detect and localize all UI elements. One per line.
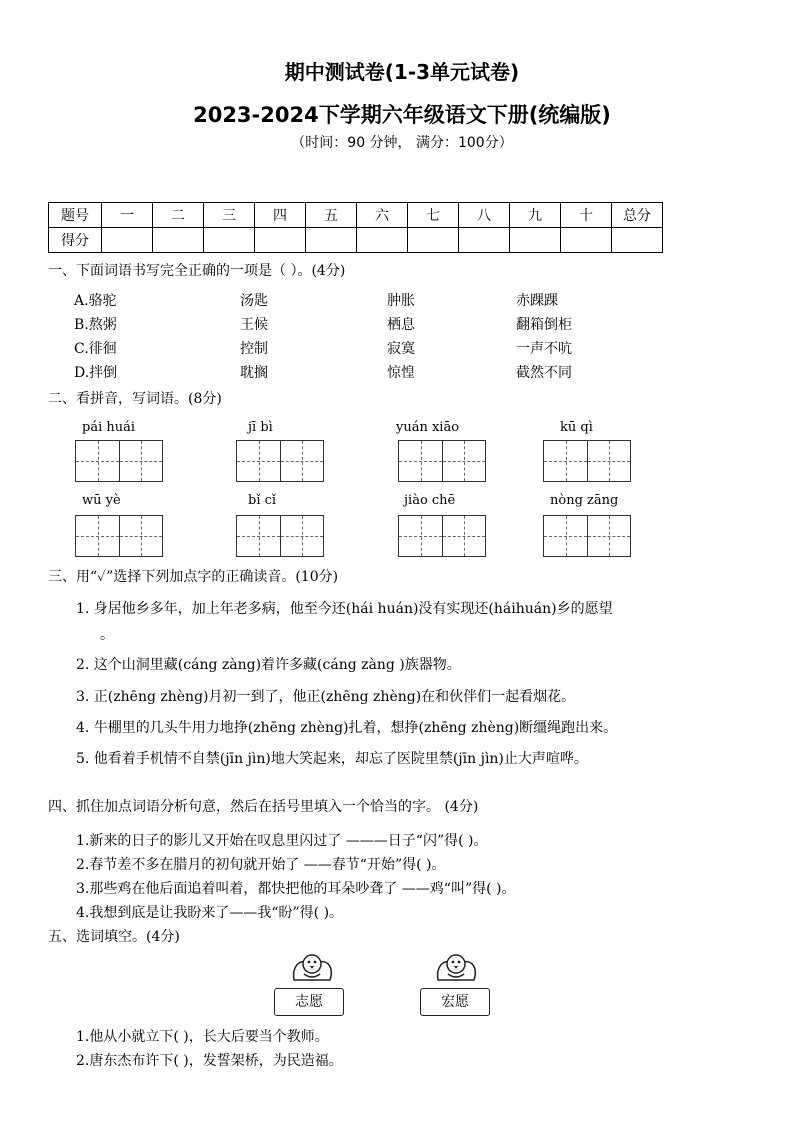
score-cell[interactable] [612, 228, 663, 253]
score-header-cell: 十 [561, 203, 612, 228]
q5-item: 1.他从小就立下( )，长大后要当个教师。 [76, 1029, 329, 1045]
q1-option: 汤匙 [240, 293, 268, 309]
score-cell[interactable] [102, 228, 153, 253]
writing-grid[interactable] [236, 515, 324, 557]
pinyin-label: wū yè [82, 493, 121, 508]
q1-option: 翻箱倒柜 [516, 317, 572, 333]
q1-option: 赤踝踝 [516, 293, 558, 309]
score-cell[interactable] [255, 228, 306, 253]
writing-grid[interactable] [543, 440, 631, 482]
q1-option: 王候 [240, 317, 268, 333]
score-table [48, 202, 663, 253]
q1-option: D.拌倒 [74, 365, 118, 381]
pinyin-label: jī bì [248, 420, 273, 435]
score-cell[interactable] [306, 228, 357, 253]
writing-grid[interactable] [398, 515, 486, 557]
exam-title: 期中测试卷(1-3单元试卷) [284, 60, 520, 84]
pinyin-label: bǐ cǐ [248, 493, 277, 508]
pinyin-label: pái huái [82, 420, 136, 435]
exam-subtitle: 2023-2024下学期六年级语文下册(统编版) [193, 103, 611, 127]
pinyin-label: jiào chē [404, 493, 456, 508]
question-5-heading: 五、选词填空。(4分) [48, 929, 180, 945]
score-header-cell: 五 [306, 203, 357, 228]
score-header-cell: 总分 [612, 203, 663, 228]
writing-grid[interactable] [75, 440, 163, 482]
score-header-cell: 九 [510, 203, 561, 228]
q5-item: 2.唐东杰布许下( )，发誓架桥，为民造福。 [76, 1053, 343, 1069]
q3-item: 1. 身居他乡多年，加上年老多病，他至今还(hái huán)没有实现还(háihuán)乡的愿望 [76, 601, 613, 617]
question-2-heading: 二、看拼音，写词语。(8分) [48, 391, 222, 407]
q1-option: 惊惶 [387, 365, 415, 381]
score-cell[interactable] [510, 228, 561, 253]
q1-option: 寂寞 [387, 341, 415, 357]
word-card: 宏愿 [420, 988, 490, 1016]
q1-option: B.熬粥 [74, 317, 117, 333]
writing-grid[interactable] [75, 515, 163, 557]
score-cell[interactable] [459, 228, 510, 253]
q1-option: 耽搁 [240, 365, 268, 381]
score-cell[interactable] [561, 228, 612, 253]
pinyin-label: yuán xiāo [396, 420, 460, 435]
q1-option: 控制 [240, 341, 268, 357]
score-row-label: 得分 [49, 228, 102, 253]
chick-illustration-icon [288, 950, 336, 988]
score-header-cell: 一 [102, 203, 153, 228]
writing-grid[interactable] [398, 440, 486, 482]
q1-option: C.徘徊 [74, 341, 117, 357]
q3-item: 5. 他看着手机情不自禁(jīn jìn)地大笑起来，却忘了医院里禁(jīn jìn)止大声喧哗。 [76, 751, 588, 767]
exam-time-info: （时间：90 分钟， 满分：100分） [291, 135, 513, 151]
score-cell[interactable] [153, 228, 204, 253]
score-table-header-row [49, 203, 663, 228]
score-table-score-row [49, 228, 663, 253]
pinyin-label: nòng zāng [550, 493, 619, 508]
writing-grid[interactable] [236, 440, 324, 482]
question-3-heading: 三、用“✓”选择下列加点字的正确读音。(10分) [48, 569, 339, 585]
q1-option: 一声不吭 [516, 341, 572, 357]
score-cell[interactable] [357, 228, 408, 253]
score-header-cell: 六 [357, 203, 408, 228]
q3-item: 4. 牛棚里的几头牛用力地挣(zhēng zhèng)扎着，想挣(zhēng zhèng)断缰绳跑出来。 [76, 720, 618, 736]
q3-item: 3. 正(zhēng zhèng)月初一到了，他正(zhēng zhèng)在和伙伴们一起看烟花。 [76, 689, 576, 705]
score-cell[interactable] [204, 228, 255, 253]
q1-option: 肿胀 [387, 293, 415, 309]
score-header-cell: 八 [459, 203, 510, 228]
q3-item: 2. 这个山洞里藏(cáng zàng)着许多藏(cáng zàng )族器物。 [76, 657, 461, 673]
chick-illustration-icon [432, 950, 480, 988]
writing-grid[interactable] [543, 515, 631, 557]
q4-item: 4.我想到底是让我盼来了——我“盼”得( )。 [76, 905, 344, 921]
score-cell[interactable] [408, 228, 459, 253]
q3-item-continuation: 。 [100, 627, 114, 643]
q4-item: 1.新来的日子的影儿又开始在叹息里闪过了 ———日子“闪”得( )。 [76, 833, 488, 849]
score-header-cell: 二 [153, 203, 204, 228]
word-card: 志愿 [274, 988, 344, 1016]
q1-option: A.骆驼 [74, 293, 117, 309]
score-header-cell: 四 [255, 203, 306, 228]
score-header-cell: 七 [408, 203, 459, 228]
score-header-cell: 三 [204, 203, 255, 228]
q1-option: 栖息 [387, 317, 415, 333]
score-header-cell: 题号 [49, 203, 102, 228]
question-4-heading: 四、抓住加点词语分析句意，然后在括号里填入一个恰当的字。 (4分) [48, 799, 479, 815]
q4-item: 3.那些鸡在他后面追着叫着，都快把他的耳朵吵聋了 ——鸡“叫”得( )。 [76, 881, 516, 897]
q4-item: 2.春节差不多在腊月的初旬就开始了 ——春节“开始”得( )。 [76, 857, 446, 873]
pinyin-label: kū qì [560, 420, 593, 435]
q1-option: 截然不同 [516, 365, 572, 381]
question-1-heading: 一、下面词语书写完全正确的一项是（ ）。(4分) [48, 263, 346, 279]
